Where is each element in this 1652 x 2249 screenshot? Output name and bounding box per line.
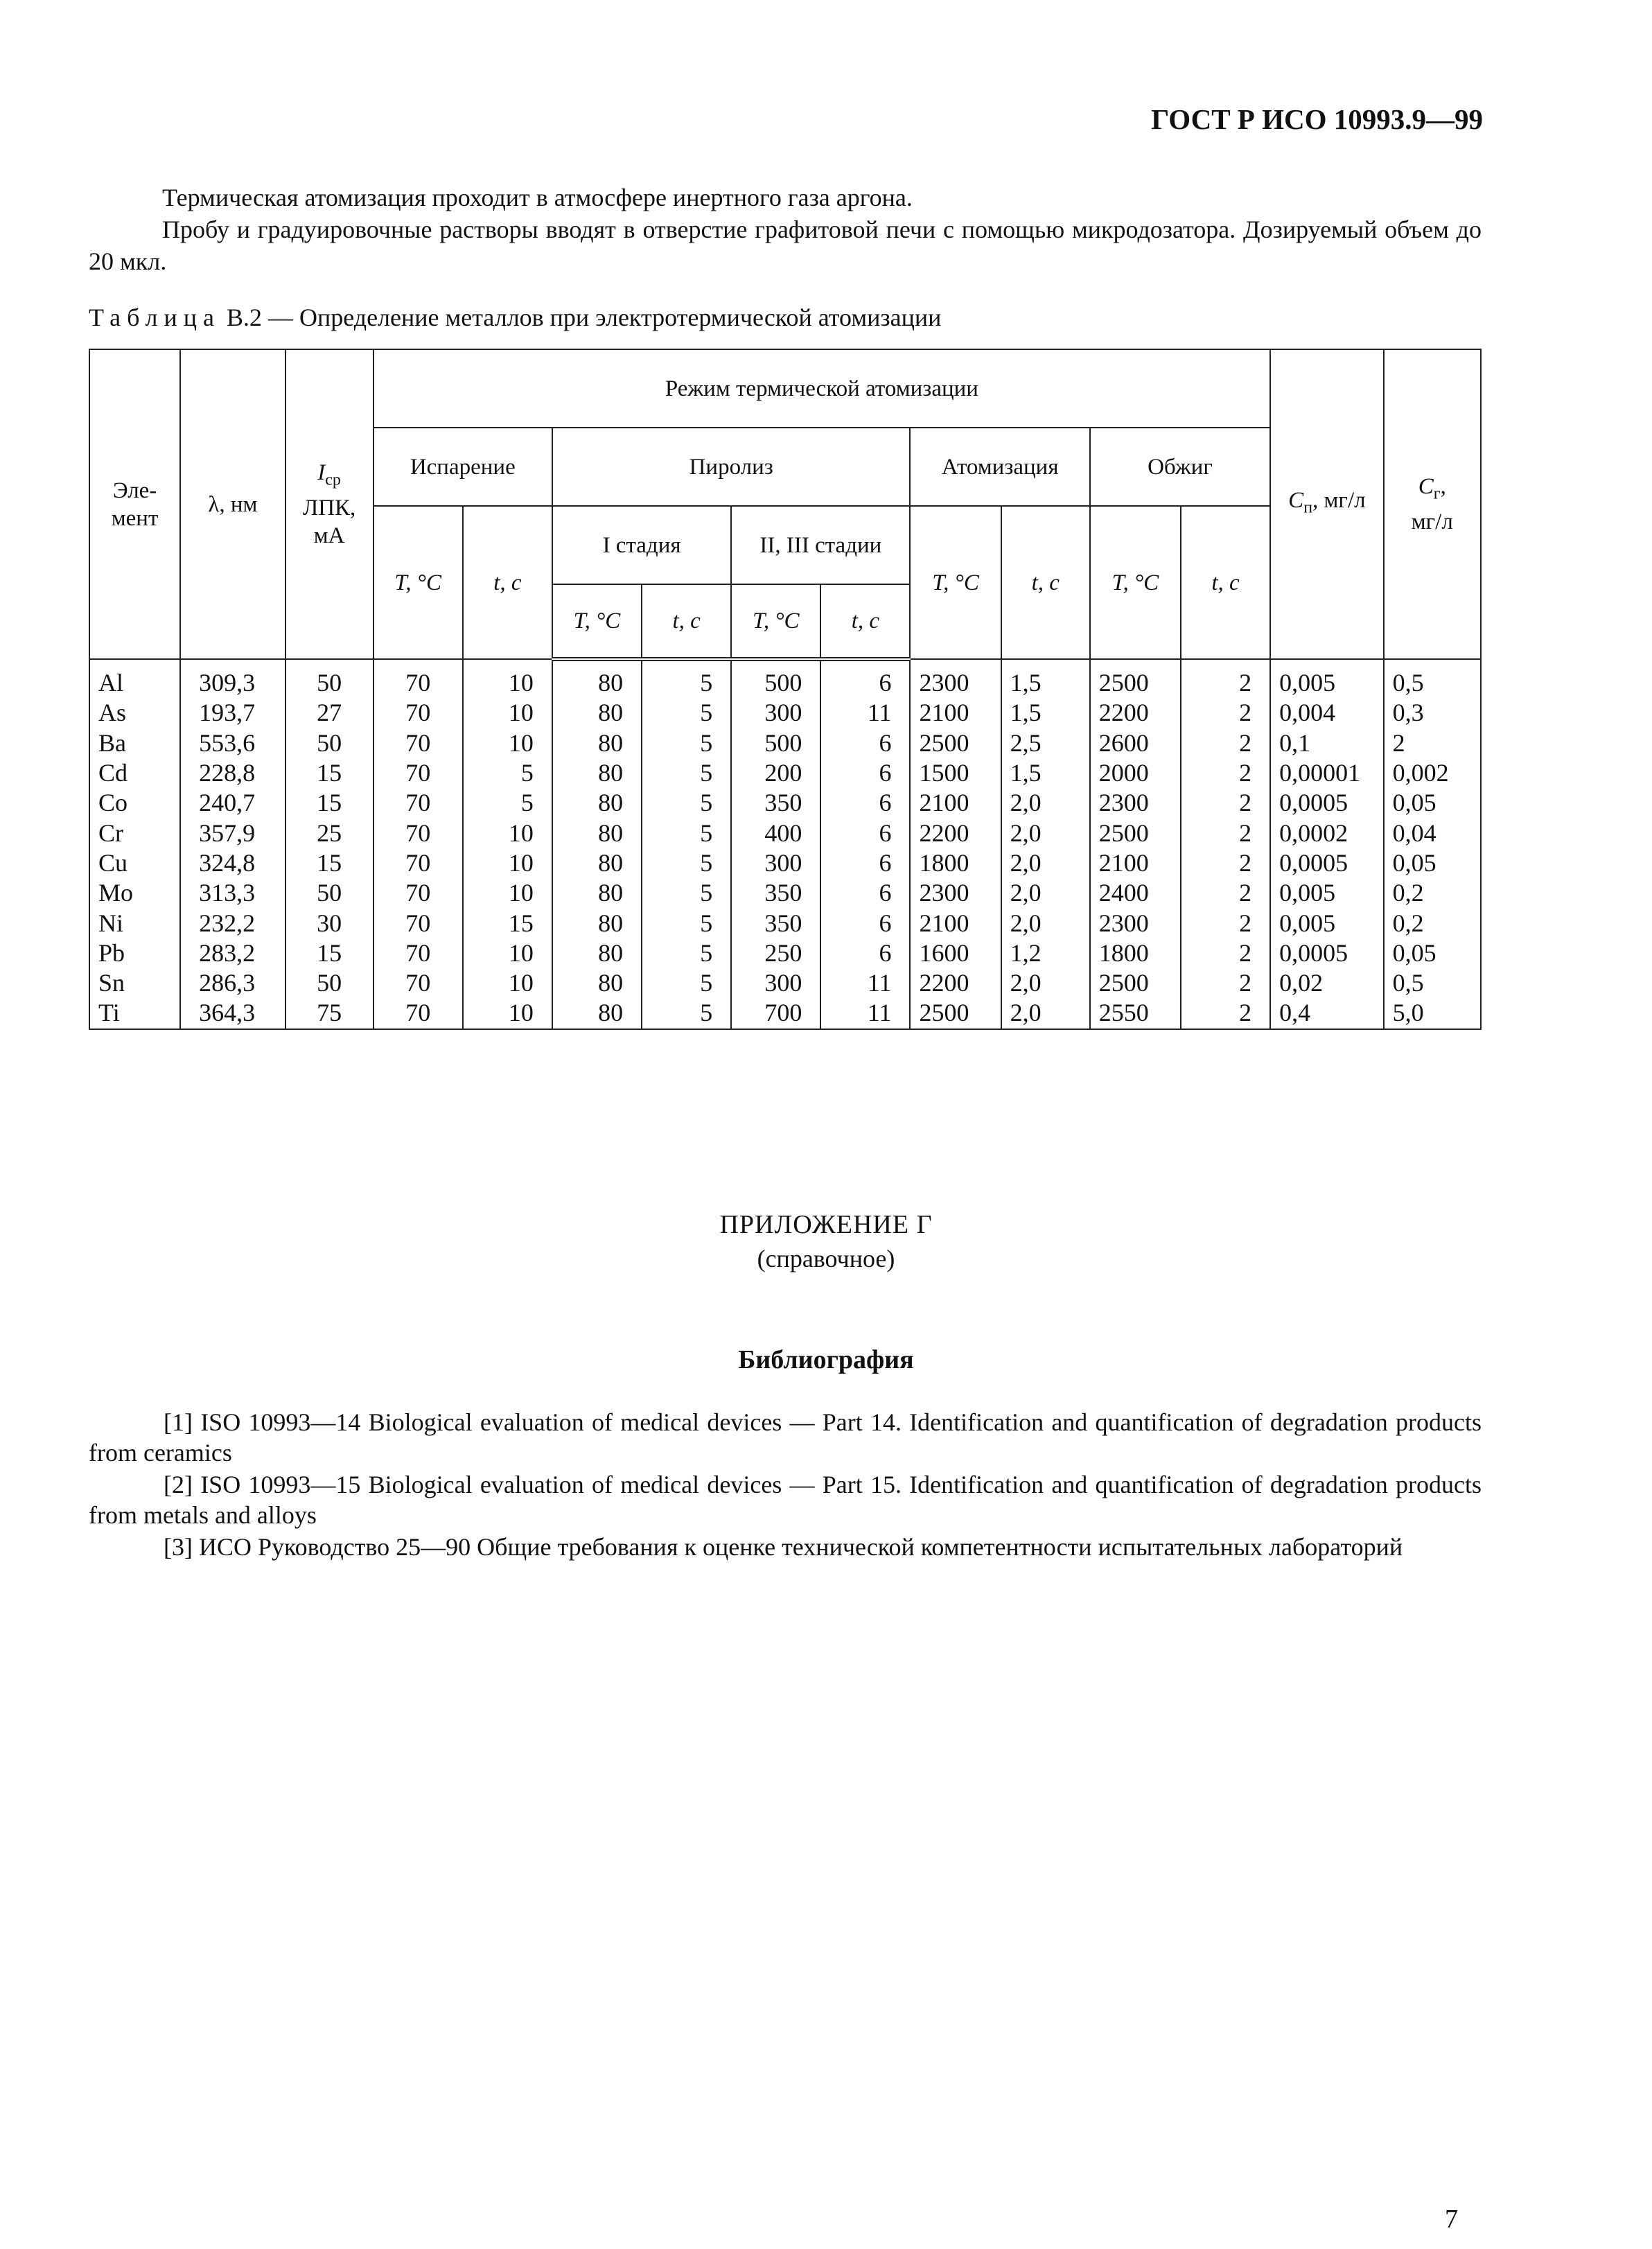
header-evaporation: Испарение bbox=[374, 428, 552, 506]
table-spacer-cell bbox=[374, 659, 463, 668]
table-cell: 350 bbox=[731, 878, 820, 908]
header-stage23-temp: T, °C bbox=[731, 584, 820, 659]
cg-subscript: г bbox=[1433, 484, 1441, 503]
table-cell: 80 bbox=[552, 998, 642, 1029]
table-spacer-cell bbox=[463, 659, 552, 668]
table-cell: 2,0 bbox=[1001, 908, 1090, 938]
table-cell: 5 bbox=[642, 728, 731, 758]
table-row bbox=[89, 788, 1481, 818]
table-spacer-cell bbox=[285, 659, 374, 668]
table-spacer-cell bbox=[1181, 659, 1270, 668]
table-cell: 6 bbox=[820, 668, 910, 698]
bibliography-entry-1 bbox=[89, 1407, 1482, 1468]
table-cell: 400 bbox=[731, 818, 820, 848]
table-cell: 6 bbox=[820, 818, 910, 848]
table-caption bbox=[89, 303, 941, 332]
table-cell: 70 bbox=[374, 908, 463, 938]
table-cell: 80 bbox=[552, 788, 642, 818]
table-cell: 80 bbox=[552, 668, 642, 698]
header-evap-time: t, с bbox=[463, 506, 552, 659]
table-cell: 0,005 bbox=[1270, 908, 1383, 938]
table-cell: 0,5 bbox=[1384, 968, 1481, 998]
table-cell: 6 bbox=[820, 848, 910, 878]
table-cell: 0,005 bbox=[1270, 878, 1383, 908]
table-cell: 5 bbox=[463, 758, 552, 788]
table-cell: 2,0 bbox=[1001, 998, 1090, 1029]
table-cell: 2,5 bbox=[1001, 728, 1090, 758]
table-cell: 2400 bbox=[1090, 878, 1181, 908]
table-cell: 2 bbox=[1181, 848, 1270, 878]
table-cell: 70 bbox=[374, 788, 463, 818]
table-cell: 2300 bbox=[910, 878, 1001, 908]
table-cell: 2500 bbox=[1090, 668, 1181, 698]
table-cell: 0,004 bbox=[1270, 698, 1383, 728]
table-cell: 232,2 bbox=[180, 908, 285, 938]
table-cell: 2 bbox=[1181, 698, 1270, 728]
table-cell: 5 bbox=[642, 848, 731, 878]
table-cell: 2200 bbox=[910, 818, 1001, 848]
table-cell: 2,0 bbox=[1001, 818, 1090, 848]
table-cell: 6 bbox=[820, 908, 910, 938]
header-stage23-time: t, с bbox=[820, 584, 910, 659]
table-cell: 2000 bbox=[1090, 758, 1181, 788]
table-cell: Cd bbox=[89, 758, 180, 788]
header-cp bbox=[1270, 349, 1383, 659]
table-cell: 0,3 bbox=[1384, 698, 1481, 728]
table-cell: 25 bbox=[285, 818, 374, 848]
table-cell: 300 bbox=[731, 848, 820, 878]
table-cell: 2 bbox=[1181, 668, 1270, 698]
table-cell: 10 bbox=[463, 968, 552, 998]
table-cell: 350 bbox=[731, 788, 820, 818]
table-spacer-cell bbox=[1001, 659, 1090, 668]
table-cell: Cr bbox=[89, 818, 180, 848]
table-cell: 2 bbox=[1181, 788, 1270, 818]
table-spacer-cell bbox=[1270, 659, 1383, 668]
header-stage1: I стадия bbox=[552, 506, 731, 584]
table-cell: 2600 bbox=[1090, 728, 1181, 758]
table-spacer-cell bbox=[1090, 659, 1181, 668]
table-cell: 2 bbox=[1181, 998, 1270, 1029]
header-lambda: λ, нм bbox=[180, 349, 285, 659]
table-cell: 5 bbox=[642, 668, 731, 698]
table-row bbox=[89, 848, 1481, 878]
table-cell: 0,0005 bbox=[1270, 938, 1383, 968]
table-cell: 500 bbox=[731, 668, 820, 698]
table-cell: Al bbox=[89, 668, 180, 698]
table-cell: 283,2 bbox=[180, 938, 285, 968]
table-cell: 70 bbox=[374, 878, 463, 908]
table-spacer-cell bbox=[820, 659, 910, 668]
table-cell: 50 bbox=[285, 968, 374, 998]
table-cell: 75 bbox=[285, 998, 374, 1029]
metals-table bbox=[89, 349, 1482, 1030]
table-cell: 2 bbox=[1181, 938, 1270, 968]
table-cell: 2 bbox=[1181, 878, 1270, 908]
table-cell: 364,3 bbox=[180, 998, 285, 1029]
table-cell: 80 bbox=[552, 848, 642, 878]
table-cell: 80 bbox=[552, 908, 642, 938]
table-cell: 10 bbox=[463, 998, 552, 1029]
table-cell: 286,3 bbox=[180, 968, 285, 998]
table-cell: 10 bbox=[463, 728, 552, 758]
table-caption-prefix: Таблица bbox=[89, 304, 220, 331]
table-cell: 11 bbox=[820, 698, 910, 728]
table-cell: 1500 bbox=[910, 758, 1001, 788]
table-cell: 80 bbox=[552, 938, 642, 968]
table-cell: 350 bbox=[731, 908, 820, 938]
table-spacer-row bbox=[89, 659, 1481, 668]
table-cell: 0,0005 bbox=[1270, 848, 1383, 878]
table-spacer-cell bbox=[89, 659, 180, 668]
table-cell: 1,5 bbox=[1001, 668, 1090, 698]
table-cell: 2300 bbox=[1090, 908, 1181, 938]
appendix-title: ПРИЛОЖЕНИЕ Г bbox=[719, 1210, 933, 1239]
intro-paragraph-1: Термическая атомизация проходит в атмосфере инертного газа аргона. bbox=[162, 184, 913, 211]
cp-symbol: C bbox=[1288, 488, 1304, 514]
table-cell: 70 bbox=[374, 698, 463, 728]
table-cell: 30 bbox=[285, 908, 374, 938]
bibliography-entry-2 bbox=[89, 1469, 1482, 1530]
standard-header: ГОСТ Р ИСО 10993.9—99 bbox=[1151, 103, 1483, 135]
table-cell: 2,0 bbox=[1001, 968, 1090, 998]
table-cell: 5 bbox=[642, 758, 731, 788]
table-cell: 2 bbox=[1384, 728, 1481, 758]
table-cell: 0,2 bbox=[1384, 908, 1481, 938]
header-annealing: Обжиг bbox=[1090, 428, 1270, 506]
table-cell: 2 bbox=[1181, 728, 1270, 758]
bibliography-entry-3 bbox=[89, 1532, 1482, 1562]
table-cell: 2300 bbox=[1090, 788, 1181, 818]
table-cell: 1,5 bbox=[1001, 698, 1090, 728]
table-cell: 300 bbox=[731, 698, 820, 728]
table-cell: 0,0002 bbox=[1270, 818, 1383, 848]
table-cell: 2500 bbox=[1090, 968, 1181, 998]
header-anneal-time: t, с bbox=[1181, 506, 1270, 659]
header-stage23: II, III стадии bbox=[731, 506, 910, 584]
table-cell: 1600 bbox=[910, 938, 1001, 968]
table-cell: Ti bbox=[89, 998, 180, 1029]
current-subscript: ср bbox=[325, 471, 341, 489]
table-cell: 5 bbox=[463, 788, 552, 818]
table-cell: 0,05 bbox=[1384, 848, 1481, 878]
bibliography-entry-3-text: [3] ИСО Руководство 25—90 Общие требования к оценке технической компетентности испытательных лабораторий bbox=[164, 1533, 1403, 1561]
table-cell: 70 bbox=[374, 998, 463, 1029]
table-cell: 2,0 bbox=[1001, 878, 1090, 908]
intro-paragraph-2: Пробу и градуировочные растворы вводят в отверстие графитовой печи с помощью микродозатора. Дозируемый объем до 20 мкл. bbox=[89, 216, 1482, 275]
cg-unit: мг/л bbox=[1411, 509, 1453, 534]
table-cell: 11 bbox=[820, 998, 910, 1029]
table-cell: Ba bbox=[89, 728, 180, 758]
table-row bbox=[89, 878, 1481, 908]
table-cell: 2 bbox=[1181, 908, 1270, 938]
table-cell: 0,005 bbox=[1270, 668, 1383, 698]
table-cell: 0,5 bbox=[1384, 668, 1481, 698]
table-cell: 11 bbox=[820, 968, 910, 998]
table-cell: 50 bbox=[285, 668, 374, 698]
table-cell: 15 bbox=[285, 848, 374, 878]
table-spacer-cell bbox=[910, 659, 1001, 668]
table-cell: 2100 bbox=[910, 698, 1001, 728]
table-cell: 10 bbox=[463, 818, 552, 848]
table-cell: 70 bbox=[374, 968, 463, 998]
header-stage1-temp: T, °C bbox=[552, 584, 642, 659]
table-cell: 0,4 bbox=[1270, 998, 1383, 1029]
header-atomization: Атомизация bbox=[910, 428, 1089, 506]
table-cell: 2200 bbox=[910, 968, 1001, 998]
table-cell: 2 bbox=[1181, 758, 1270, 788]
header-evap-temp: T, °C bbox=[374, 506, 463, 659]
table-cell: 309,3 bbox=[180, 668, 285, 698]
table-cell: 5 bbox=[642, 938, 731, 968]
header-current bbox=[285, 349, 374, 659]
table-cell: 2500 bbox=[910, 728, 1001, 758]
appendix-subtitle: (справочное) bbox=[757, 1245, 895, 1272]
table-cell: 200 bbox=[731, 758, 820, 788]
bibliography-entry-2-text: [2] ISO 10993—15 Biological evaluation of medical devices — Part 15. Identification and quantification of degradation products from metals and alloys bbox=[89, 1471, 1482, 1529]
table-cell: 15 bbox=[285, 788, 374, 818]
table-cell: 2,0 bbox=[1001, 788, 1090, 818]
table-cell: 2500 bbox=[910, 998, 1001, 1029]
table-cell: 324,8 bbox=[180, 848, 285, 878]
header-anneal-temp: T, °C bbox=[1090, 506, 1181, 659]
header-atom-time: t, с bbox=[1001, 506, 1090, 659]
table-cell: 2500 bbox=[1090, 818, 1181, 848]
table-cell: 6 bbox=[820, 878, 910, 908]
table-cell: 700 bbox=[731, 998, 820, 1029]
header-atom-temp: T, °C bbox=[910, 506, 1001, 659]
table-cell: 2550 bbox=[1090, 998, 1181, 1029]
table-cell: 80 bbox=[552, 968, 642, 998]
table-cell: 193,7 bbox=[180, 698, 285, 728]
table-cell: 357,9 bbox=[180, 818, 285, 848]
table-row bbox=[89, 938, 1481, 968]
table-cell: 70 bbox=[374, 818, 463, 848]
table-cell: 0,2 bbox=[1384, 878, 1481, 908]
table-cell: 5 bbox=[642, 788, 731, 818]
table-cell: 5 bbox=[642, 908, 731, 938]
table-cell: 0,002 bbox=[1384, 758, 1481, 788]
table-cell: 5 bbox=[642, 698, 731, 728]
table-cell: 27 bbox=[285, 698, 374, 728]
table-cell: 10 bbox=[463, 848, 552, 878]
table-row bbox=[89, 818, 1481, 848]
table-cell: 5 bbox=[642, 818, 731, 848]
table-cell: 6 bbox=[820, 758, 910, 788]
table-cell: 553,6 bbox=[180, 728, 285, 758]
table-cell: 2,0 bbox=[1001, 848, 1090, 878]
table-cell: 10 bbox=[463, 938, 552, 968]
table-cell: 5,0 bbox=[1384, 998, 1481, 1029]
table-spacer-cell bbox=[1384, 659, 1481, 668]
table-row bbox=[89, 728, 1481, 758]
table-cell: 15 bbox=[463, 908, 552, 938]
cp-subscript: п bbox=[1303, 498, 1313, 517]
table-cell: As bbox=[89, 698, 180, 728]
table-cell: 2300 bbox=[910, 668, 1001, 698]
table-cell: 500 bbox=[731, 728, 820, 758]
table-cell: 0,05 bbox=[1384, 788, 1481, 818]
table-cell: 6 bbox=[820, 728, 910, 758]
table-cell: 70 bbox=[374, 758, 463, 788]
table-row bbox=[89, 968, 1481, 998]
table-cell: 15 bbox=[285, 758, 374, 788]
table-cell: 5 bbox=[642, 968, 731, 998]
table-cell: 70 bbox=[374, 938, 463, 968]
table-cell: 2100 bbox=[910, 788, 1001, 818]
table-cell: 1,5 bbox=[1001, 758, 1090, 788]
cp-unit: , мг/л bbox=[1312, 488, 1366, 514]
table-cell: 50 bbox=[285, 878, 374, 908]
table-row bbox=[89, 668, 1481, 698]
table-cell: 1800 bbox=[910, 848, 1001, 878]
table-cell: Cu bbox=[89, 848, 180, 878]
table-cell: 6 bbox=[820, 938, 910, 968]
bibliography-heading: Библиография bbox=[738, 1345, 914, 1374]
header-element: Эле-мент bbox=[89, 349, 180, 659]
table-cell: 228,8 bbox=[180, 758, 285, 788]
table-spacer-cell bbox=[180, 659, 285, 668]
table-cell: 80 bbox=[552, 728, 642, 758]
table-cell: 70 bbox=[374, 728, 463, 758]
table-cell: 0,0005 bbox=[1270, 788, 1383, 818]
table-cell: Mo bbox=[89, 878, 180, 908]
table-cell: 1800 bbox=[1090, 938, 1181, 968]
table-cell: 2100 bbox=[910, 908, 1001, 938]
table-cell: 80 bbox=[552, 878, 642, 908]
table-cell: 2200 bbox=[1090, 698, 1181, 728]
table-cell: 5 bbox=[642, 878, 731, 908]
table-cell: 70 bbox=[374, 848, 463, 878]
table-cell: Co bbox=[89, 788, 180, 818]
bibliography-entry-1-text: [1] ISO 10993—14 Biological evaluation of medical devices — Part 14. Identification and quantification of degradation products from ceramics bbox=[89, 1408, 1482, 1467]
table-cell: 0,02 bbox=[1270, 968, 1383, 998]
table-cell: 80 bbox=[552, 698, 642, 728]
current-symbol: I bbox=[317, 460, 326, 486]
table-cell: 10 bbox=[463, 878, 552, 908]
table-spacer-cell bbox=[552, 659, 642, 668]
page-number: 7 bbox=[1445, 2205, 1458, 2234]
table-body bbox=[89, 659, 1481, 1029]
table-cell: 50 bbox=[285, 728, 374, 758]
table-cell: 2 bbox=[1181, 968, 1270, 998]
table-row bbox=[89, 758, 1481, 788]
table-spacer-cell bbox=[731, 659, 820, 668]
table-cell: 80 bbox=[552, 758, 642, 788]
table-spacer-cell bbox=[642, 659, 731, 668]
table-cell: 0,1 bbox=[1270, 728, 1383, 758]
header-cg: $C_г$, мг/л bbox=[1384, 349, 1481, 659]
table-cell: 250 bbox=[731, 938, 820, 968]
table-cell: 10 bbox=[463, 698, 552, 728]
table-cell: 300 bbox=[731, 968, 820, 998]
table-cell: 0,00001 bbox=[1270, 758, 1383, 788]
table-cell: Ni bbox=[89, 908, 180, 938]
header-pyrolysis: Пиролиз bbox=[552, 428, 911, 506]
table-row bbox=[89, 698, 1481, 728]
table-cell: Sn bbox=[89, 968, 180, 998]
table-cell: 0,05 bbox=[1384, 938, 1481, 968]
table-row bbox=[89, 908, 1481, 938]
table-cell: Pb bbox=[89, 938, 180, 968]
current-unit: ЛПК, мА bbox=[302, 495, 356, 548]
cg-symbol: C bbox=[1418, 474, 1434, 500]
table-cell: 2 bbox=[1181, 818, 1270, 848]
header-mode: Режим термической атомизации bbox=[374, 349, 1271, 428]
table-cell: 1,2 bbox=[1001, 938, 1090, 968]
table-cell: 6 bbox=[820, 788, 910, 818]
table-cell: 240,7 bbox=[180, 788, 285, 818]
table-row bbox=[89, 998, 1481, 1029]
header-stage1-time: t, с bbox=[642, 584, 731, 659]
table-cell: 15 bbox=[285, 938, 374, 968]
table-cell: 313,3 bbox=[180, 878, 285, 908]
table-cell: 10 bbox=[463, 668, 552, 698]
table-cell: 5 bbox=[642, 998, 731, 1029]
table-cell: 80 bbox=[552, 818, 642, 848]
table-cell: 2100 bbox=[1090, 848, 1181, 878]
table-cell: 0,04 bbox=[1384, 818, 1481, 848]
table-cell: 70 bbox=[374, 668, 463, 698]
table-caption-text: В.2 — Определение металлов при электротермической атомизации bbox=[220, 304, 942, 331]
